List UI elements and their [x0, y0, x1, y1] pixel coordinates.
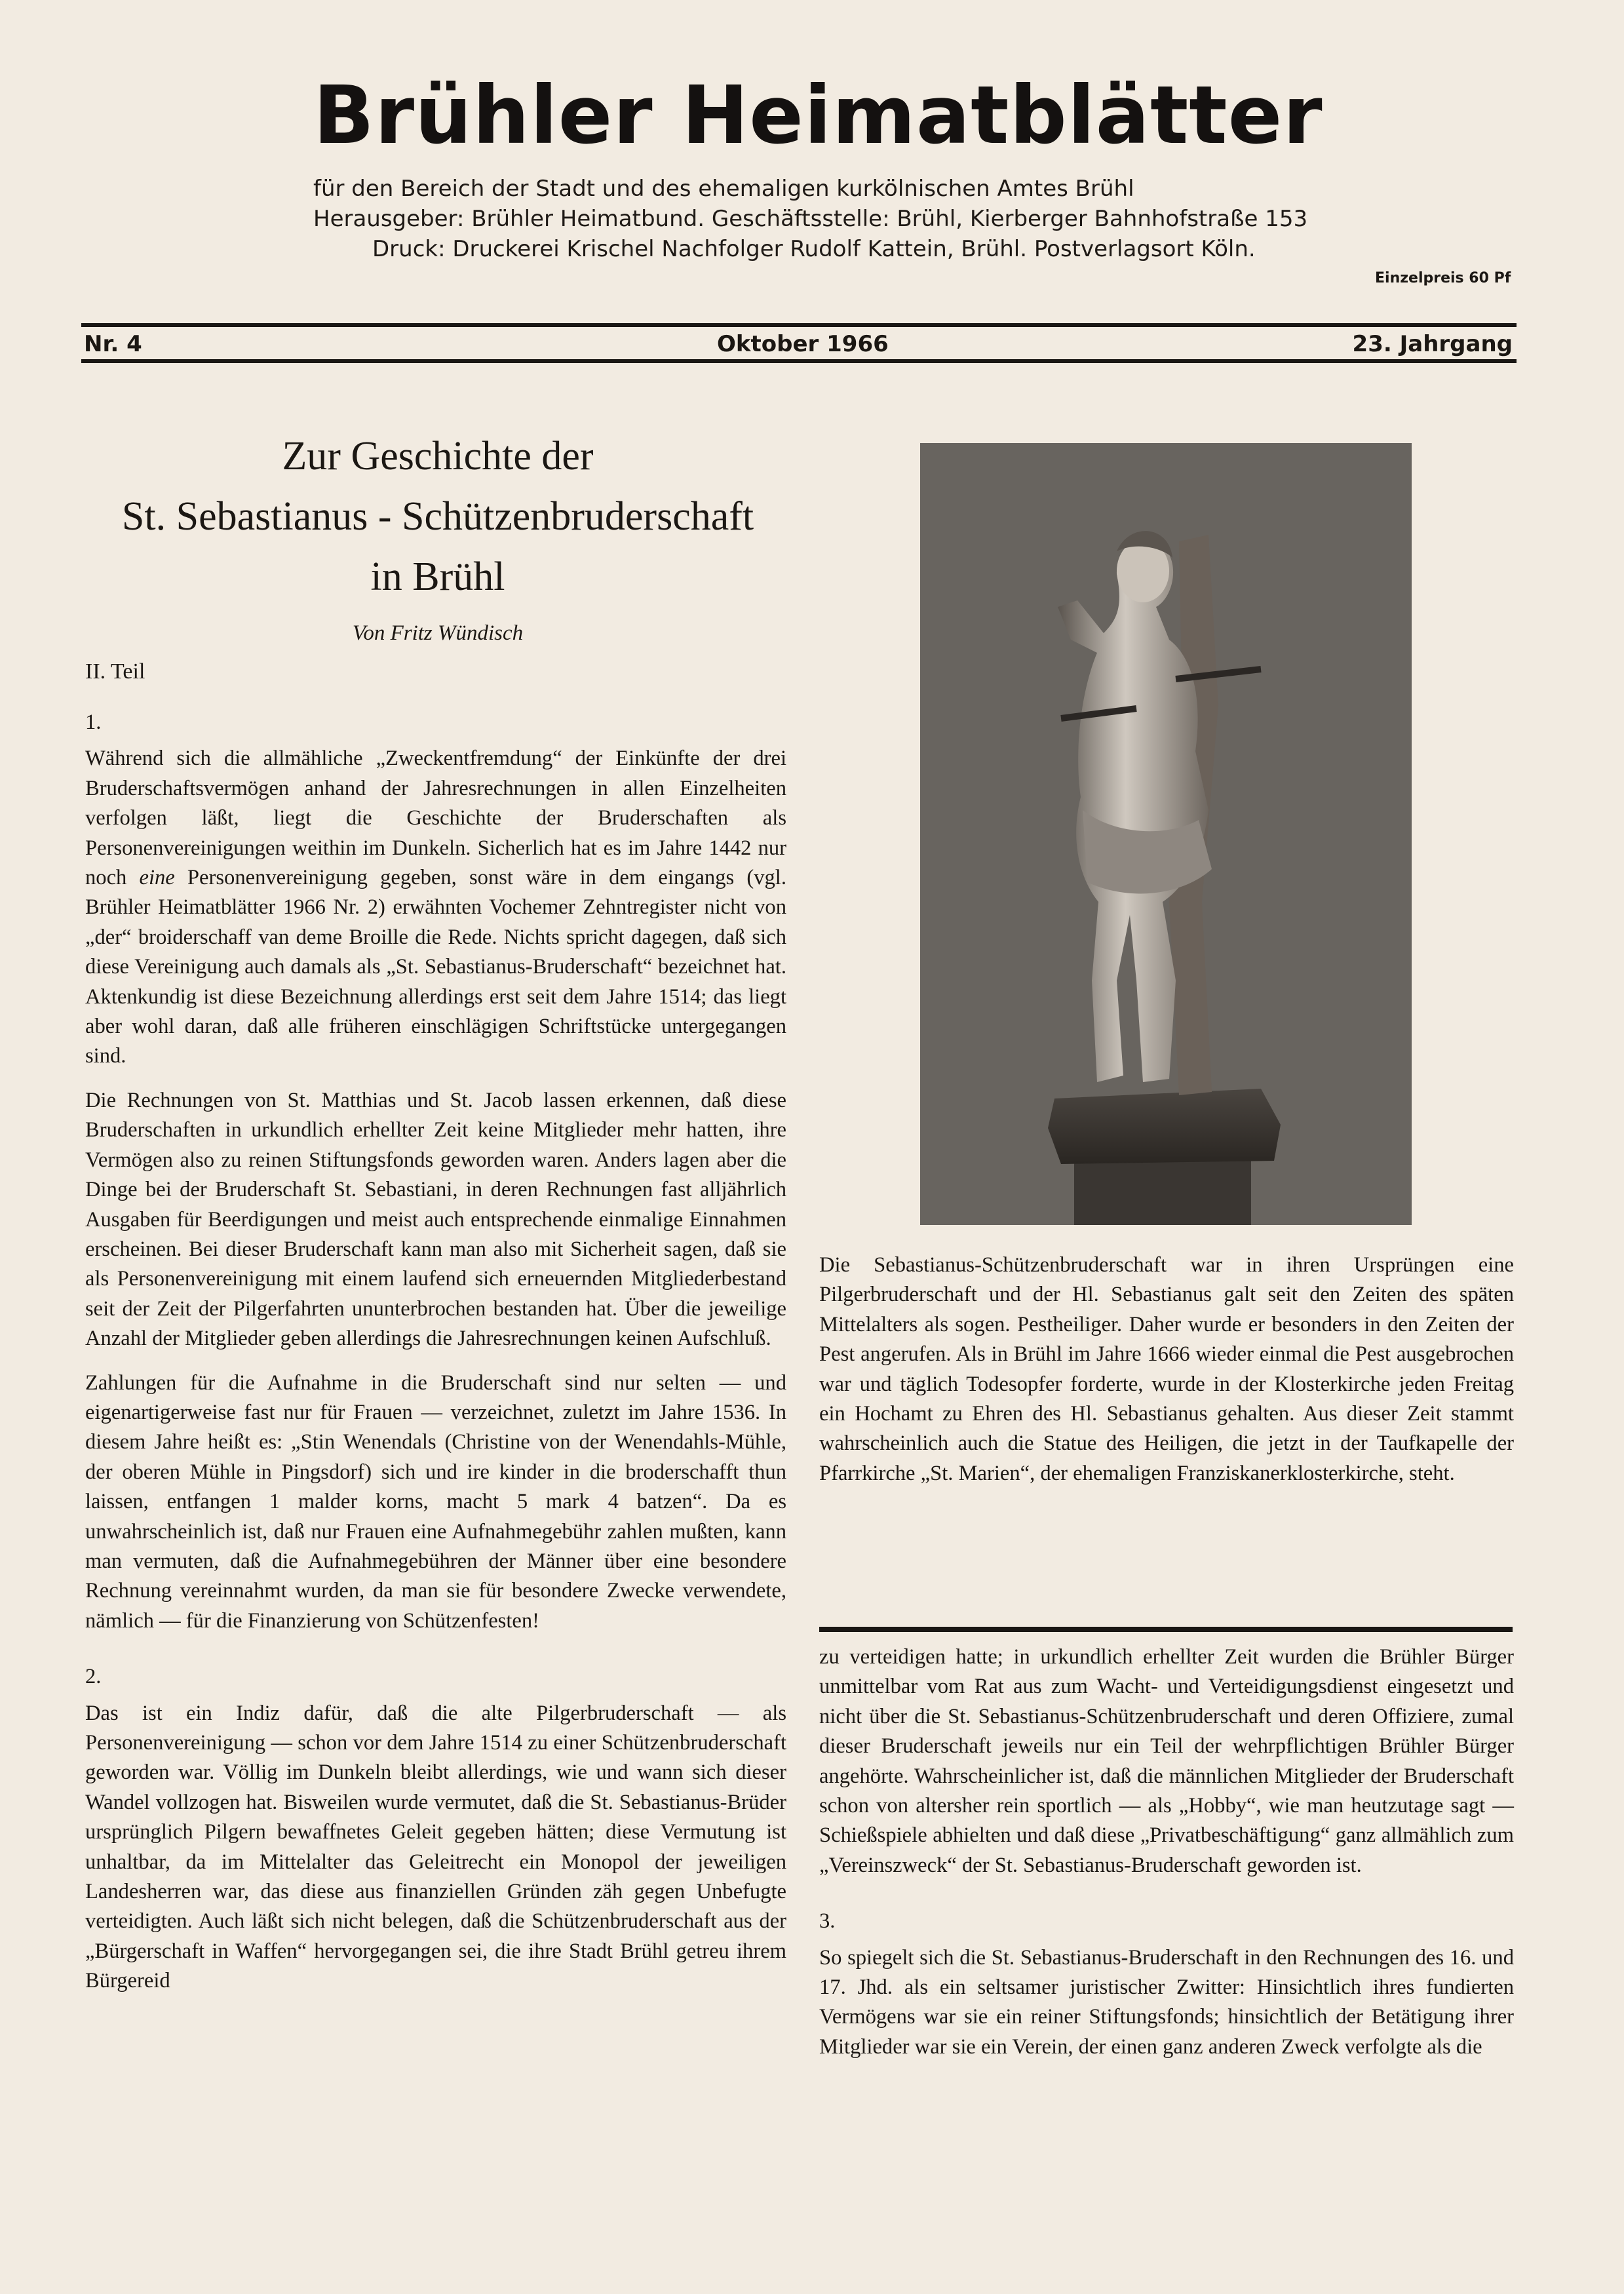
paragraph-3: Zahlungen für die Aufnahme in die Bruderschaft sind nur selten — und eigenartigerweise fast nur für Frauen — verzeichnet, zuletzt im Jahre 1536. In diesem Jahre heißt es: „Stin Wenendals (Christine von der Wenendahls-Mühle, der oberen Mühle in Pingsdorf) sich und ire kinder in die broderschafft thun laissen, entfangen 1 malder korns, macht 5 mark 4 batzen“. Da es unwahrscheinlich ist, daß nur Frauen eine Aufnahmegebühr zahlen mußten, kann man vermuten, daß die Aufnahmegebühren der Männer über eine besondere Rechnung vereinnahmt wurden, da man sie für besondere Zwecke verwendete, nämlich — für die Finanzierung von Schützenfesten! — [85, 1371, 786, 1633]
article-column-left — [85, 708, 786, 2011]
printer-line: Druck: Druckerei Krischel Nachfolger Rudolf Kattein, Brühl. Postverlagsort Köln. — [372, 236, 1256, 262]
section-number-1: 1. — [85, 710, 102, 734]
paragraph-5: zu verteidigen hatte; in urkundlich erhellter Zeit wurden die Brühler Bürger unmittelbar vom Rat aus zum Wacht- und Verteidigungsdienst eingesetzt und nicht über die St. Sebastianus-Schützenbruderschaft und deren Offiziere, zumal dieser Bruderschaft jeweils nur ein Teil der wehrpflichtigen Brühler Bürger angehörte. Wahrscheinlicher ist, daß die männlichen Mitglieder der Bruderschaft schon von altersher rein sportlich — als „Hobby“, wie man heutzutage sagt — Schießspiele abhielten und daß diese „Privatbeschäftigung“ ganz allmählich zum „Vereinszweck“ der St. Sebastianus-Bruderschaft geworden ist. — [819, 1645, 1514, 1877]
article-byline: Von Fritz Wündisch — [352, 621, 524, 645]
issue-volume: 23. Jahrgang — [1352, 331, 1513, 357]
statue-photo-illustration — [920, 443, 1412, 1225]
masthead-block — [313, 69, 1323, 264]
article-title-line-3: in Brühl — [370, 554, 505, 599]
newspaper-title: Brühler Heimatblätter — [313, 69, 1323, 162]
issue-price: Einzelpreis 60 Pf — [1375, 270, 1511, 286]
paragraph-2: Die Rechnungen von St. Matthias und St. Jacob lassen erkennen, daß diese Bruderschaften in urkundlich erhellter Zeit keine Mitglieder mehr hatten, ihre Vermögen also zu reinen Stiftungsfonds geworden waren. Anders lagen aber die Dinge bei der Bruderschaft St. Sebastiani, in deren Rechnungen fast alljährlich Ausgaben für Beerdigungen und meist auch entsprechende einmalige Einnahmen erscheinen. Bei dieser Bruderschaft kann man also mit Sicherheit sagen, daß sie als Personenvereinigung mit einem laufend sich erneuernden Mitgliederbestand seit der Zeit der Pilgerfahrten ununterbrochen bestanden hat. Über die jeweilige Anzahl der Mitglieder geben allerdings die Jahresrechnungen keinen Aufschluß. — [85, 1088, 786, 1351]
article-part-label: II. Teil — [85, 659, 145, 684]
paragraph-1-end: Personenvereinigung gegeben, sonst wäre in dem eingangs (vgl. Brühler Heimatblätter 1966 Nr. 2) erwähnten Vochemer Zehntregister nicht von „der“ broiderschaff van deme Broille die Rede. Nichts spricht dagegen, daß sich diese Vereinigung auch damals als „St. Sebastianus-Bruderschaft“ bezeichnet hat. Aktenkundig ist diese Bezeichnung allerdings erst seit dem Jahre 1514; das liegt aber wohl daran, daß alle früheren einschlägigen Schriftstücke untergegangen sind. — [85, 866, 786, 1068]
paragraph-6: So spiegelt sich die St. Sebastianus-Bruderschaft in den Rechnungen des 16. und 17. Jhd. als ein seltsamer juristischer Zwitter: Hinsichtlich ihres fundierten Vermögens war sie ein reiner Stiftungsfonds; hinsichtlich der Betätigung ihrer Mitglieder war sie ein Verein, der einen ganz anderen Zweck verfolgte als die — [819, 1945, 1514, 2059]
paragraph-4: Das ist ein Indiz dafür, daß die alte Pilgerbruderschaft — als Personenvereinigung — schon vor dem Jahre 1514 zu einer Schützenbruderschaft geworden war. Völlig im Dunkeln bleibt allerdings, wie und wann sich dieser Wandel vollzogen hat. Bisweilen wurde vermutet, daß die St. Sebastianus-Brüder ursprünglich Pilgern bewaffnetes Geleit gegeben hätten; diese Vermutung ist unhaltbar, da im Mittelalter das Geleitrecht ein Monopol der jeweiligen Landesherren war, das diese aus finanziellen Gründen zäh gegen Unbefugte verteidigten. Auch läßt sich nicht belegen, daß die Schützenbruderschaft aus der „Bürgerschaft in Waffen“ hervorgegangen sei, die ihre Stadt Brühl getreu ihrem Bürgereid — [85, 1701, 786, 1993]
paragraph-1-emphasis: eine — [139, 866, 175, 890]
statue-photo — [920, 443, 1412, 1225]
section-number-2: 2. — [85, 1665, 102, 1689]
article-title-line-2: St. Sebastianus - Schützenbruderschaft — [121, 494, 754, 539]
photo-caption: Die Sebastianus-Schützenbruderschaft war in ihren Ursprüngen eine Pilgerbruderschaft und der Hl. Sebastianus galt seit den Zeiten des späten Mittelalters als sogen. Pestheiliger. Daher wurde er besonders in den Zeiten der Pest angerufen. Als in Brühl im Jahre 1666 wieder einmal die Pest ausgebrochen war und täglich Todesopfer forderte, wurde in der Klosterkirche jeden Freitag ein Hochamt zu Ehren des Hl. Sebastianus gehalten. Aus dieser Zeit stammt wahrscheinlich auch die Statue des Heiligen, die jetzt in der Taufkapelle der Pfarrkirche „St. Marien“, der ehemaligen Franziskanerklosterkirche, steht. — [819, 1253, 1514, 1485]
masthead-rule-top — [81, 323, 1517, 327]
paragraph-1 — [85, 744, 786, 1071]
publisher-line: Herausgeber: Brühler Heimatbund. Geschäftsstelle: Brühl, Kierberger Bahnhofstraße 153 — [313, 206, 1308, 232]
article-title-line-1: Zur Geschichte der — [282, 434, 594, 478]
issue-info-row — [84, 329, 1513, 359]
section-divider-rule — [819, 1627, 1513, 1632]
article-title — [85, 426, 790, 607]
section-number-3: 3. — [819, 1909, 836, 1934]
issue-date: Oktober 1966 — [717, 331, 889, 357]
article-column-right — [819, 1643, 1514, 2076]
newspaper-subtitle: für den Bereich der Stadt und des ehemaligen kurkölnischen Amtes Brühl — [313, 176, 1134, 202]
issue-number: Nr. 4 — [84, 331, 142, 357]
paragraph-1-start: Während sich die allmähliche „Zweckentfremdung“ der Einkünfte der drei Bruderschaftsvermögen anhand der Jahresrechnungen in allen Einzelheiten verfolgen läßt, liegt die Geschichte der Bruderschaften als Personenvereinigungen weithin im Dunkeln. Sicherlich hat es im Jahre 1442 nur noch — [85, 747, 786, 890]
masthead-rule-bottom — [81, 359, 1517, 363]
